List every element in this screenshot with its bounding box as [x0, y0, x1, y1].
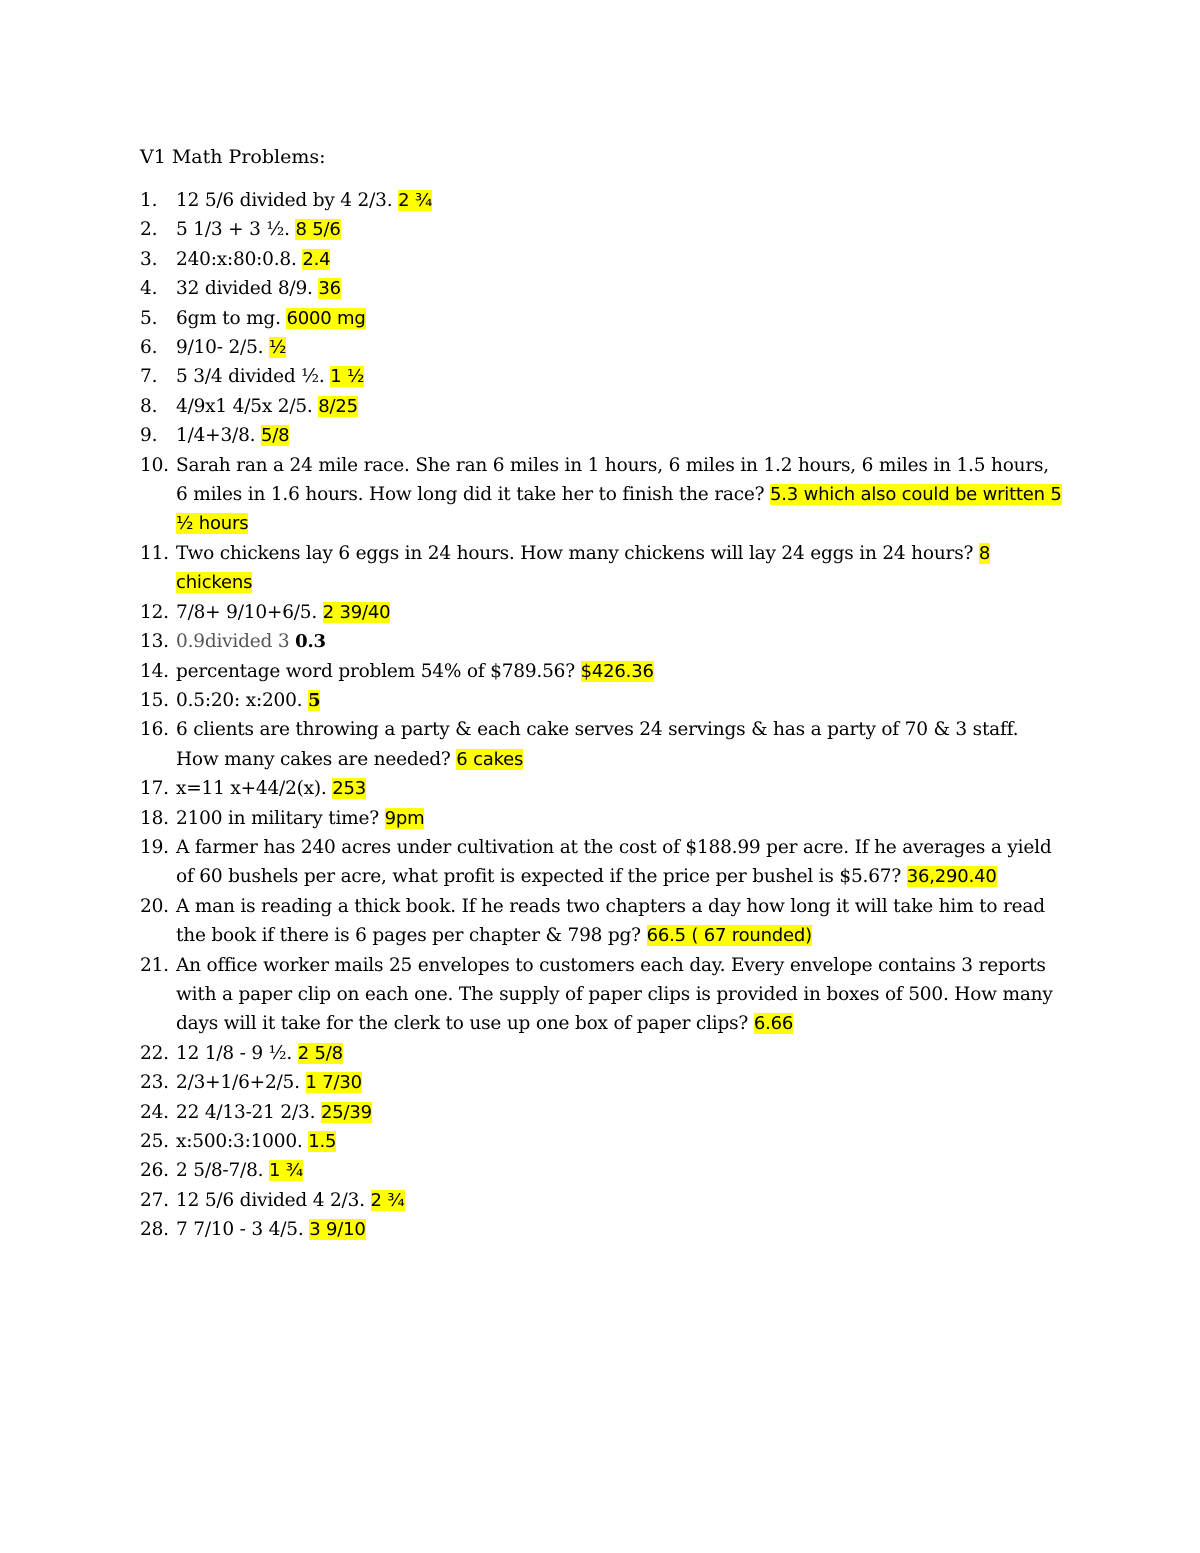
problem-question: 7/8+ 9/10+6/5.: [176, 601, 318, 623]
document-title: V1 Math Problems:: [140, 146, 326, 168]
problem-question: Two chickens lay 6 eggs in 24 hours. How many chickens will lay 24 eggs in 24 hours?: [176, 542, 974, 564]
problem-answer: 5: [308, 689, 321, 711]
problem-item: [0, 539, 1062, 598]
problem-answer: 5.3 which also could be written 5 ½ hours: [176, 484, 1062, 535]
problem-question: 12 5/6 divided 4 2/3.: [176, 1189, 365, 1211]
problem-number: 23.: [140, 1072, 169, 1094]
problem-number: 27.: [140, 1189, 169, 1211]
problem-number: 22.: [140, 1042, 169, 1064]
problem-answer: 36: [318, 278, 341, 300]
problem-number: 1.: [140, 190, 158, 211]
problem-item: [0, 1156, 1062, 1185]
problem-item: [0, 1098, 1062, 1127]
problem-question: 0.5:20: x:200.: [176, 689, 303, 711]
problem-number: 7.: [140, 366, 158, 388]
problem-item: [0, 304, 1062, 333]
problem-answer: 8 5/6: [295, 219, 341, 241]
problem-question: A farmer has 240 acres under cultivation at the cost of $188.99 per acre. If he averages a yield of 60 bushels per acre, what profit is expected if the price per bushel is $5.67?: [176, 836, 1052, 888]
problem-answer: 2 ¾: [370, 1189, 405, 1211]
problem-item: [0, 686, 1062, 715]
problem-number: 11.: [140, 542, 169, 564]
problem-item: [0, 1127, 1062, 1156]
problem-number: 16.: [140, 719, 169, 741]
problem-item: [0, 245, 1062, 274]
problem-question: 6gm to mg.: [176, 307, 281, 329]
problem-number: 8.: [140, 395, 158, 417]
problem-question: x:500:3:1000.: [176, 1131, 303, 1152]
problem-question: An office worker mails 25 envelopes to customers each day. Every envelope contains 3 reports with a paper clip on each one. The supply of paper clips is provided in boxes of 500. How many days will it take for the clerk to use up one box of paper clips?: [176, 954, 1053, 1035]
problem-item: [0, 774, 1062, 803]
problem-list: [0, 186, 1200, 1245]
problem-answer: 3 9/10: [309, 1219, 366, 1241]
problem-number: 5.: [140, 307, 158, 329]
problem-item: [0, 892, 1062, 951]
problem-answer: 6.66: [753, 1013, 794, 1035]
problem-item: [0, 333, 1062, 362]
problem-item: [0, 804, 1062, 833]
problem-number: 12.: [140, 601, 169, 623]
problem-answer: 6000 mg: [286, 307, 366, 329]
problem-number: 13.: [140, 631, 169, 653]
problem-question: 5 1/3 + 3 ½.: [176, 219, 290, 241]
problem-item: [0, 657, 1062, 686]
problem-item: [0, 598, 1062, 627]
problem-number: 19.: [140, 836, 169, 858]
problem-answer: 1 ½: [330, 366, 365, 388]
problem-question: 0.9divided 3: [176, 631, 290, 653]
problem-number: 9.: [140, 425, 158, 447]
problem-question: 12 1/8 - 9 ½.: [176, 1042, 293, 1064]
problem-item: [0, 1215, 1062, 1244]
problem-question: percentage word problem 54% of $789.56?: [176, 660, 575, 682]
problem-answer: 5/8: [261, 425, 290, 447]
problem-item: [0, 1068, 1062, 1097]
problem-question: 12 5/6 divided by 4 2/3.: [176, 190, 393, 211]
problem-answer: 36,290.40: [906, 866, 997, 888]
problem-item: [0, 951, 1062, 1039]
problem-item: [0, 451, 1062, 539]
problem-answer: 1.5: [308, 1131, 337, 1152]
problem-question: 22 4/13-21 2/3.: [176, 1101, 316, 1123]
problem-number: 6.: [140, 337, 158, 359]
problem-answer: 8 chickens: [176, 542, 991, 594]
problem-number: 25.: [140, 1131, 169, 1152]
problem-item: [0, 1186, 1062, 1215]
problem-item: [0, 715, 1062, 774]
problem-item: [0, 274, 1062, 303]
problem-number: 15.: [140, 689, 169, 711]
problem-answer: 25/39: [320, 1101, 372, 1123]
problem-answer: 2 5/8: [297, 1042, 343, 1064]
problem-number: 20.: [140, 895, 169, 917]
problem-question: 1/4+3/8.: [176, 425, 256, 447]
problem-answer: 2.4: [302, 248, 331, 270]
problem-item: [0, 627, 1062, 656]
problem-number: 21.: [140, 954, 169, 976]
problem-answer: 1 7/30: [305, 1072, 362, 1094]
problem-item: [0, 833, 1062, 892]
problem-number: 10.: [140, 454, 169, 476]
problem-item: [0, 1039, 1062, 1068]
problem-answer: $426.36: [580, 660, 654, 682]
problem-number: 4.: [140, 278, 158, 300]
problem-question: A man is reading a thick book. If he reads two chapters a day how long it will take him to read the book if there is 6 pages per chapter & 798 pg?: [176, 895, 1045, 947]
problem-question: x=11 x+44/2(x).: [176, 778, 327, 800]
problem-number: 3.: [140, 248, 158, 270]
problem-question: 7 7/10 - 3 4/5.: [176, 1219, 304, 1241]
problem-answer: 6 cakes: [456, 748, 524, 770]
problem-question: 2100 in military time?: [176, 807, 379, 829]
problem-number: 17.: [140, 778, 169, 800]
problem-answer: 2 39/40: [322, 601, 391, 623]
problem-question: 32 divided 8/9.: [176, 278, 313, 300]
problem-question: 240:x:80:0.8.: [176, 248, 297, 270]
problem-answer: 8/25: [318, 395, 358, 417]
problem-item: [0, 421, 1062, 450]
problem-question: 9/10- 2/5.: [176, 337, 264, 359]
problem-question: 5 3/4 divided ½.: [176, 366, 325, 388]
problem-number: 28.: [140, 1219, 169, 1241]
problem-number: 14.: [140, 660, 169, 682]
problem-question: Sarah ran a 24 mile race. She ran 6 miles in 1 hours, 6 miles in 1.2 hours, 6 miles in 1.5 hours, 6 miles in 1.6 hours. How long did it take her to finish the race?: [176, 454, 1049, 506]
problem-number: 18.: [140, 807, 169, 829]
problem-answer: 9pm: [384, 807, 425, 829]
problem-item: [0, 362, 1062, 391]
problem-number: 24.: [140, 1101, 169, 1123]
problem-item: [0, 186, 1062, 215]
problem-answer: 253: [332, 778, 367, 800]
problem-question: 4/9x1 4/5x 2/5.: [176, 395, 313, 417]
problem-item: [0, 392, 1062, 421]
problem-answer: 0.3: [295, 631, 326, 653]
problem-answer: ½: [269, 337, 287, 359]
problem-answer: 2 ¾: [398, 190, 433, 211]
problem-question: 6 clients are throwing a party & each cake serves 24 servings & has a party of 70 & 3 staff. How many cakes are needed?: [176, 719, 1019, 770]
problem-answer: 66.5 ( 67 rounded): [646, 925, 812, 947]
problem-number: 2.: [140, 219, 158, 241]
problem-question: 2/3+1/6+2/5.: [176, 1072, 300, 1094]
problem-number: 26.: [140, 1160, 169, 1182]
problem-question: 2 5/8-7/8.: [176, 1160, 264, 1182]
problem-answer: 1 ¾: [269, 1160, 304, 1182]
problem-item: [0, 215, 1062, 244]
